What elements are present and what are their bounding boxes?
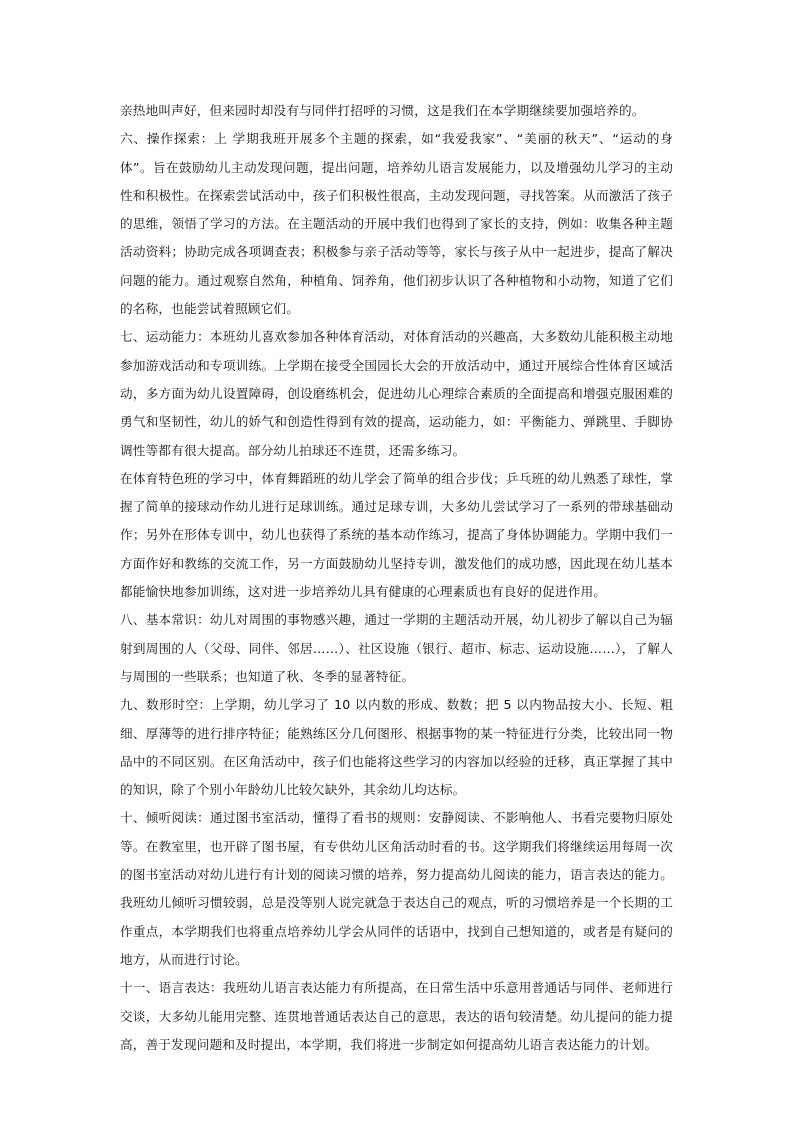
paragraph-operation-exploration: 六、操作探索：上 学期我班开展多个主题的探索，如“我爱我家”、“美丽的秋天”、“运动的身体”。旨在鼓励幼儿主动发现问题，提出问题，培养幼儿语言发展能力，以及增强幼儿学习的主动性和积极性。在探索尝试活动中，孩子们积极性很高，主动发现问题，寻找答案。从而激活了孩子的思维，领悟了学习的方法。在主题活动的开展中我们也得到了家长的支持，例如：收集各种主题活动资料；协助完成各项调查表；积极参与亲子活动等等，家长与孩子从中一起进步，提高了解决问题的能力。通过观察自然角，种植角、饲养角，他们初步认识了各种植物和小动物，知道了它们的名称，也能尝试着照顾它们。 (120, 131, 673, 317)
document-body (120, 97, 673, 1059)
paragraph-basic-knowledge: 八、基本常识：幼儿对周围的事物感兴趣，通过一学期的主题活动开展，幼儿初步了解以自己为辐射到周围的人（父母、同伴、邻居……）、社区设施（银行、超市、标志、运动设施……），了解人与周围的一些联系；也知道了秋、冬季的显著特征。 (120, 612, 673, 684)
paragraph-motor-skills: 七、运动能力：本班幼儿喜欢参加各种体育活动，对体育活动的兴趣高，大多数幼儿能积极主动地参加游戏活动和专项训练。上学期在接受全国园长大会的开放活动中，通过开展综合性体育区域活动，多方面为幼儿设置障碍，创设磨练机会，促进幼儿心理综合素质的全面提高和增强克服困难的勇气和坚韧性，幼儿的娇气和创造性得到有效的提高，运动能力，如：平衡能力、弹跳里、手脚协调性等都有很大提高。部分幼儿拍球还不连贯，还需多练习。 (120, 329, 673, 458)
paragraph-sports-specialty-class: 在体育特色班的学习中，体育舞蹈班的幼儿学会了简单的组合步伐；乒乓班的幼儿熟悉了球性，掌握了简单的接球动作幼儿进行足球训练。通过足球专训，大多幼儿尝试学习了一系列的带球基础动作；另外在形体专训中，幼儿也获得了系统的基本动作练习，提高了身体协调能力。学期中我们一方面作好和教练的交流工作，另一方面鼓励幼儿坚持专训，激发他们的成功感，因此现在幼儿基本都能愉快地参加训练，这对进一步培养幼儿具有健康的心理素质也有良好的促进作用。 (120, 470, 673, 600)
paragraph-listening-reading: 十、倾听阅读：通过图书室活动，懂得了看书的规则：安静阅读、不影响他人、书看完要物归原处等。在教室里，也开辟了图书屋，有专供幼儿区角活动时看的书。这学期我们将继续运用每周一次的图书室活动对幼儿进行有计划的阅读习惯的培养，努力提高幼儿阅读的能力，语言表达的能力。我班幼儿倾听习惯较弱，总是没等别人说完就急于表达自己的观点，听的习惯培养是一个长期的工作重点，本学期我们也将重点培养幼儿学会从同伴的话语中，找到自己想知道的，或者是有疑问的地方，从而进行讨论。 (120, 810, 673, 967)
paragraph-language-expression: 十一、语言表达：我班幼儿语言表达能力有所提高，在日常生活中乐意用普通话与同伴、老师进行交谈，大多幼儿能用完整、连贯地普通话表达自己的意思，表达的语句较清楚。幼儿提问的能力提高，善于发现问题和及时提出，本学期，我们将进一步制定如何提高幼儿语言表达能力的计划。 (120, 980, 673, 1052)
paragraph-numbers-shapes: 九、数形时空：上学期，幼儿学习了 10 以内数的形成、数数；把 5 以内物品按大小、长短、粗细、厚薄等的进行排序特征；能熟练区分几何图形、根据事物的某一特征进行分类，比较出同一物品中的不同区别。在区角活动中，孩子们也能将这些学习的内容加以经验的迁移，真正掌握了其中的知识，除了个别小年龄幼儿比较欠缺外，其余幼儿均达标。 (120, 697, 673, 798)
paragraph-greeting-habits: 亲热地叫声好，但来园时却没有与同伴打招呼的习惯，这是我们在本学期继续要加强培养的。 (120, 103, 645, 118)
